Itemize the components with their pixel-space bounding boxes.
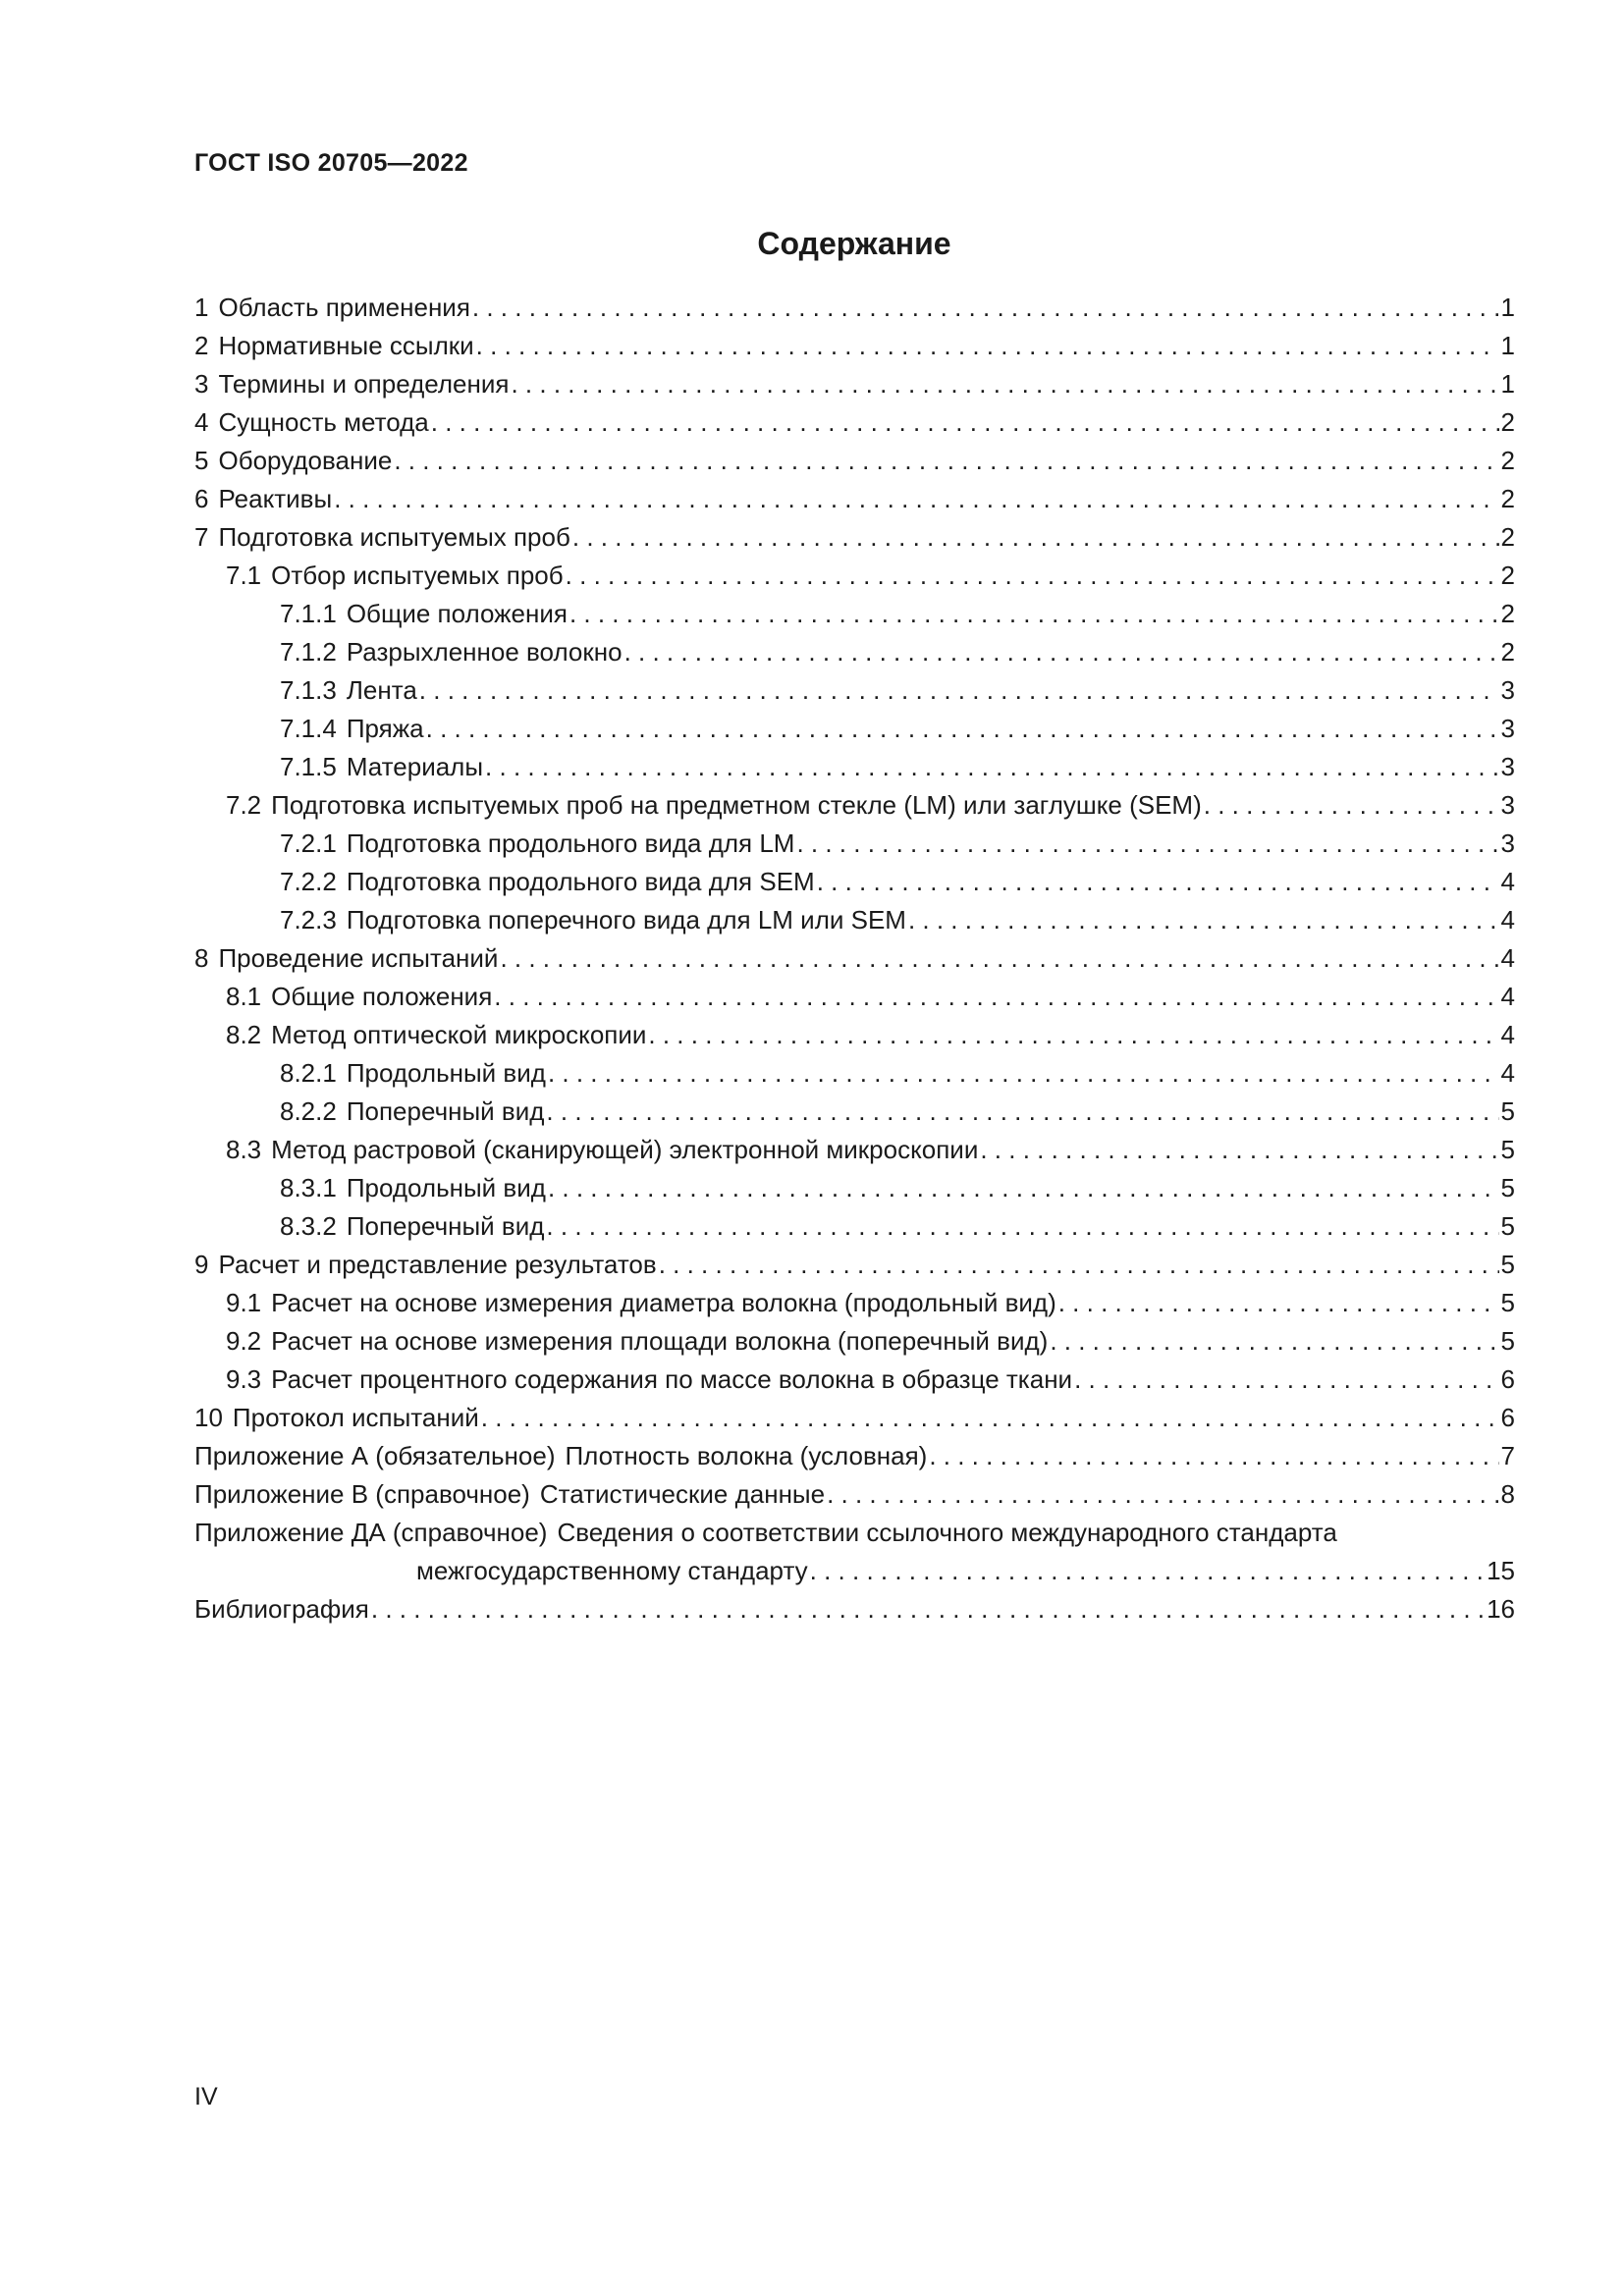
toc-leader-dots (419, 675, 1499, 706)
toc-entry[interactable] (194, 331, 1515, 369)
toc-leader-dots (817, 867, 1499, 897)
toc-entry-appendix[interactable] (194, 1479, 1515, 1518)
toc-entry-label: Подготовка испытуемых проб (218, 522, 570, 552)
toc-leader-dots (827, 1479, 1498, 1510)
toc-entry-number: 8.3.1 (280, 1173, 337, 1202)
toc-entry-label: Нормативные ссылки (218, 331, 474, 360)
toc-entry[interactable] (194, 369, 1515, 407)
toc-entry-number: 1 (194, 293, 209, 322)
toc-entry-label: Подготовка поперечного вида для LM или SEM (346, 905, 906, 934)
toc-entry-page: 1 (1500, 331, 1515, 360)
toc-leader-dots (648, 1020, 1498, 1050)
toc-entry-label: Метод оптической микроскопии (271, 1020, 647, 1049)
toc-entry-page: 4 (1500, 905, 1515, 934)
toc-leader-dots (929, 1441, 1498, 1471)
toc-entry-page: 1 (1500, 293, 1515, 322)
toc-entry-page: 16 (1487, 1594, 1515, 1624)
toc-entry-label: Продольный вид (346, 1173, 546, 1202)
toc-leader-dots (810, 1556, 1485, 1586)
toc-leader-dots (548, 1058, 1499, 1089)
toc-entry-page: 4 (1500, 982, 1515, 1011)
toc-entry-number: Приложение В (справочное) (194, 1479, 530, 1509)
toc-leader-dots (908, 905, 1499, 935)
toc-entry-page: 2 (1500, 484, 1515, 513)
toc-leader-dots (569, 599, 1499, 629)
toc-entry-number: 5 (194, 446, 209, 475)
toc-entry-label: Продольный вид (346, 1058, 546, 1088)
toc-entry-number: 9.3 (226, 1364, 262, 1394)
toc-leader-dots (548, 1173, 1499, 1203)
toc-entry[interactable] (194, 828, 1515, 867)
toc-entry-number: 2 (194, 331, 209, 360)
toc-entry[interactable] (194, 484, 1515, 522)
toc-entry-number: 7.2.2 (280, 867, 337, 896)
toc-entry[interactable] (194, 1364, 1515, 1403)
toc-entry-number: 10 (194, 1403, 223, 1432)
toc-entry-page: 3 (1500, 790, 1515, 820)
toc-entry-label: Поперечный вид (346, 1211, 545, 1241)
toc-entry-label: Лента (346, 675, 417, 705)
toc-entry-number: 7 (194, 522, 209, 552)
toc-leader-dots (1050, 1326, 1498, 1357)
toc-entry[interactable] (194, 1173, 1515, 1211)
toc-leader-dots (371, 1594, 1485, 1625)
toc-entry-page: 1 (1500, 369, 1515, 399)
toc-entry-label: Подготовка продольного вида для LM (346, 828, 795, 858)
toc-entry-number: 8.3.2 (280, 1211, 337, 1241)
toc-leader-dots (1074, 1364, 1498, 1395)
toc-entry-number: Приложение А (обязательное) (194, 1441, 556, 1470)
toc-entry[interactable] (194, 867, 1515, 905)
toc-entry[interactable] (194, 407, 1515, 446)
toc-entry-number: 3 (194, 369, 209, 399)
toc-entry-number: 7.1.4 (280, 714, 337, 743)
toc-entry[interactable] (194, 1135, 1515, 1173)
toc-entry-page: 5 (1500, 1326, 1515, 1356)
toc-entry-label: Разрыхленное волокно (346, 637, 623, 667)
toc-entry[interactable] (194, 1020, 1515, 1058)
toc-leader-dots (546, 1096, 1498, 1127)
toc-leader-dots (1058, 1288, 1499, 1318)
toc-entry-label: Термины и определения (218, 369, 510, 399)
toc-entry-page: 6 (1500, 1403, 1515, 1432)
toc-entry-label: Реактивы (218, 484, 333, 513)
toc-entry-label: Плотность волокна (условная) (565, 1441, 928, 1470)
toc-entry[interactable] (194, 561, 1515, 599)
toc-entry-page: 4 (1500, 867, 1515, 896)
toc-entry-number: Приложение ДА (справочное) (194, 1518, 548, 1547)
toc-entry-number: 7.2.1 (280, 828, 337, 858)
toc-entry-page: 5 (1500, 1096, 1515, 1126)
toc-entry-number: 8 (194, 943, 209, 973)
toc-entry-page: 2 (1500, 561, 1515, 590)
toc-entry-label: Общие положения (271, 982, 493, 1011)
toc-entry-page: 5 (1500, 1288, 1515, 1317)
toc-leader-dots (472, 293, 1499, 323)
toc-entry-appendix[interactable] (194, 1441, 1515, 1479)
toc-entry-label: Проведение испытаний (218, 943, 499, 973)
toc-entry[interactable] (194, 714, 1515, 752)
toc-entry-label: Протокол испытаний (232, 1403, 479, 1432)
toc-entry[interactable] (194, 1211, 1515, 1250)
toc-entry-continuation[interactable] (194, 1556, 1515, 1594)
page-number: IV (194, 2083, 218, 2110)
toc-entry-page: 8 (1500, 1479, 1515, 1509)
toc-entry-label: Расчет и представление результатов (218, 1250, 657, 1279)
toc-entry[interactable] (194, 943, 1515, 982)
toc-entry-page: 4 (1500, 943, 1515, 973)
toc-entry-page: 4 (1500, 1058, 1515, 1088)
toc-leader-dots (500, 943, 1498, 974)
toc-entry-page: 6 (1500, 1364, 1515, 1394)
toc-entry-label: Сущность метода (218, 407, 429, 437)
toc-entry-number: 8.2 (226, 1020, 262, 1049)
toc-entry-label: Расчет процентного содержания по массе волокна в образце ткани (271, 1364, 1073, 1394)
toc-entry-label-continuation: межгосударственному стандарту (416, 1556, 808, 1585)
toc-entry-page: 15 (1487, 1556, 1515, 1585)
toc-entry[interactable] (194, 522, 1515, 561)
toc-entry-page: 5 (1500, 1173, 1515, 1202)
toc-entry-page: 2 (1500, 637, 1515, 667)
toc-entry[interactable] (194, 1288, 1515, 1326)
toc-title: Содержание (757, 226, 951, 261)
toc-entry-label: Расчет на основе измерения площади волокна (поперечный вид) (271, 1326, 1049, 1356)
toc-leader-dots (659, 1250, 1499, 1280)
toc-entry-page: 2 (1500, 599, 1515, 628)
toc-leader-dots (572, 522, 1499, 553)
toc-entry-page: 2 (1500, 407, 1515, 437)
toc-entry-number: 9.2 (226, 1326, 262, 1356)
toc-entry[interactable] (194, 1326, 1515, 1364)
toc-leader-dots (394, 446, 1498, 476)
toc-entry-page: 5 (1500, 1135, 1515, 1164)
toc-entry-label: Отбор испытуемых проб (271, 561, 564, 590)
toc-entry[interactable] (194, 1058, 1515, 1096)
toc-entry[interactable] (194, 1096, 1515, 1135)
toc-entry-number: 7.2.3 (280, 905, 337, 934)
toc-entry-page: 5 (1500, 1250, 1515, 1279)
toc-entry-label: Расчет на основе измерения диаметра волокна (продольный вид) (271, 1288, 1056, 1317)
toc-leader-dots (481, 1403, 1499, 1433)
toc-entry-label: Метод растровой (сканирующей) электронной микроскопии (271, 1135, 979, 1164)
toc-entry-page: 3 (1500, 828, 1515, 858)
toc-entry-appendix[interactable] (194, 1518, 1515, 1556)
toc-entry-number: 7.1.1 (280, 599, 337, 628)
toc-entry[interactable] (194, 675, 1515, 714)
toc-entry-label: Общие положения (346, 599, 568, 628)
toc-entry[interactable] (194, 293, 1515, 331)
toc-leader-dots (334, 484, 1498, 514)
toc-entry[interactable] (194, 790, 1515, 828)
toc-entry-label: Пряжа (346, 714, 424, 743)
toc-entry-number: 7.1.2 (280, 637, 337, 667)
toc-entry-label: Библиография (194, 1594, 369, 1624)
toc-entry-label: Статистические данные (539, 1479, 826, 1509)
toc-entry-page: 2 (1500, 446, 1515, 475)
toc-entry-number: 9.1 (226, 1288, 262, 1317)
toc-entry[interactable] (194, 1250, 1515, 1288)
toc-entry-number: 8.2.2 (280, 1096, 337, 1126)
toc-entry[interactable] (194, 752, 1515, 790)
toc-entry-label: Подготовка продольного вида для SEM (346, 867, 815, 896)
toc-leader-dots (566, 561, 1499, 591)
document-code: ГОСТ ISO 20705—2022 (194, 149, 468, 177)
toc-entry-label: Поперечный вид (346, 1096, 545, 1126)
toc-entry-number: 7.1 (226, 561, 262, 590)
toc-leader-dots (476, 331, 1499, 361)
toc-entry-number: 8.2.1 (280, 1058, 337, 1088)
toc-entry-label: Оборудование (218, 446, 393, 475)
toc-entry[interactable] (194, 982, 1515, 1020)
toc-entry[interactable] (194, 1403, 1515, 1441)
toc-entry-page: 4 (1500, 1020, 1515, 1049)
toc-leader-dots (485, 752, 1498, 782)
toc-entry-page: 3 (1500, 675, 1515, 705)
toc-entry-number: 4 (194, 407, 209, 437)
table-of-contents (194, 293, 1515, 1632)
toc-entry[interactable] (194, 599, 1515, 637)
toc-entry-number: 7.1.5 (280, 752, 337, 781)
toc-entry-number: 8.1 (226, 982, 262, 1011)
toc-leader-dots (796, 828, 1498, 859)
toc-entry-page: 2 (1500, 522, 1515, 552)
toc-entry-page: 3 (1500, 752, 1515, 781)
toc-entry[interactable] (194, 905, 1515, 943)
toc-entry-number: 8.3 (226, 1135, 262, 1164)
toc-leader-dots (1204, 790, 1499, 821)
toc-entry-label: Сведения о соответствии ссылочного международного стандарта (557, 1518, 1337, 1547)
toc-entry-number: 9 (194, 1250, 209, 1279)
toc-entry-bibliography[interactable] (194, 1594, 1515, 1632)
toc-entry-number: 7.2 (226, 790, 262, 820)
toc-entry[interactable] (194, 637, 1515, 675)
toc-entry-number: 7.1.3 (280, 675, 337, 705)
toc-leader-dots (426, 714, 1499, 744)
toc-entry-number: 6 (194, 484, 209, 513)
toc-entry-label: Подготовка испытуемых проб на предметном стекле (LM) или заглушке (SEM) (271, 790, 1202, 820)
toc-leader-dots (980, 1135, 1498, 1165)
toc-entry[interactable] (194, 446, 1515, 484)
toc-entry-page: 7 (1500, 1441, 1515, 1470)
toc-leader-dots (511, 369, 1498, 400)
toc-entry-label: Материалы (346, 752, 484, 781)
toc-leader-dots (624, 637, 1499, 667)
toc-leader-dots (546, 1211, 1498, 1242)
toc-leader-dots (494, 982, 1498, 1012)
toc-entry-page: 5 (1500, 1211, 1515, 1241)
toc-entry-label: Область применения (218, 293, 470, 322)
toc-leader-dots (431, 407, 1499, 438)
toc-entry-page: 3 (1500, 714, 1515, 743)
